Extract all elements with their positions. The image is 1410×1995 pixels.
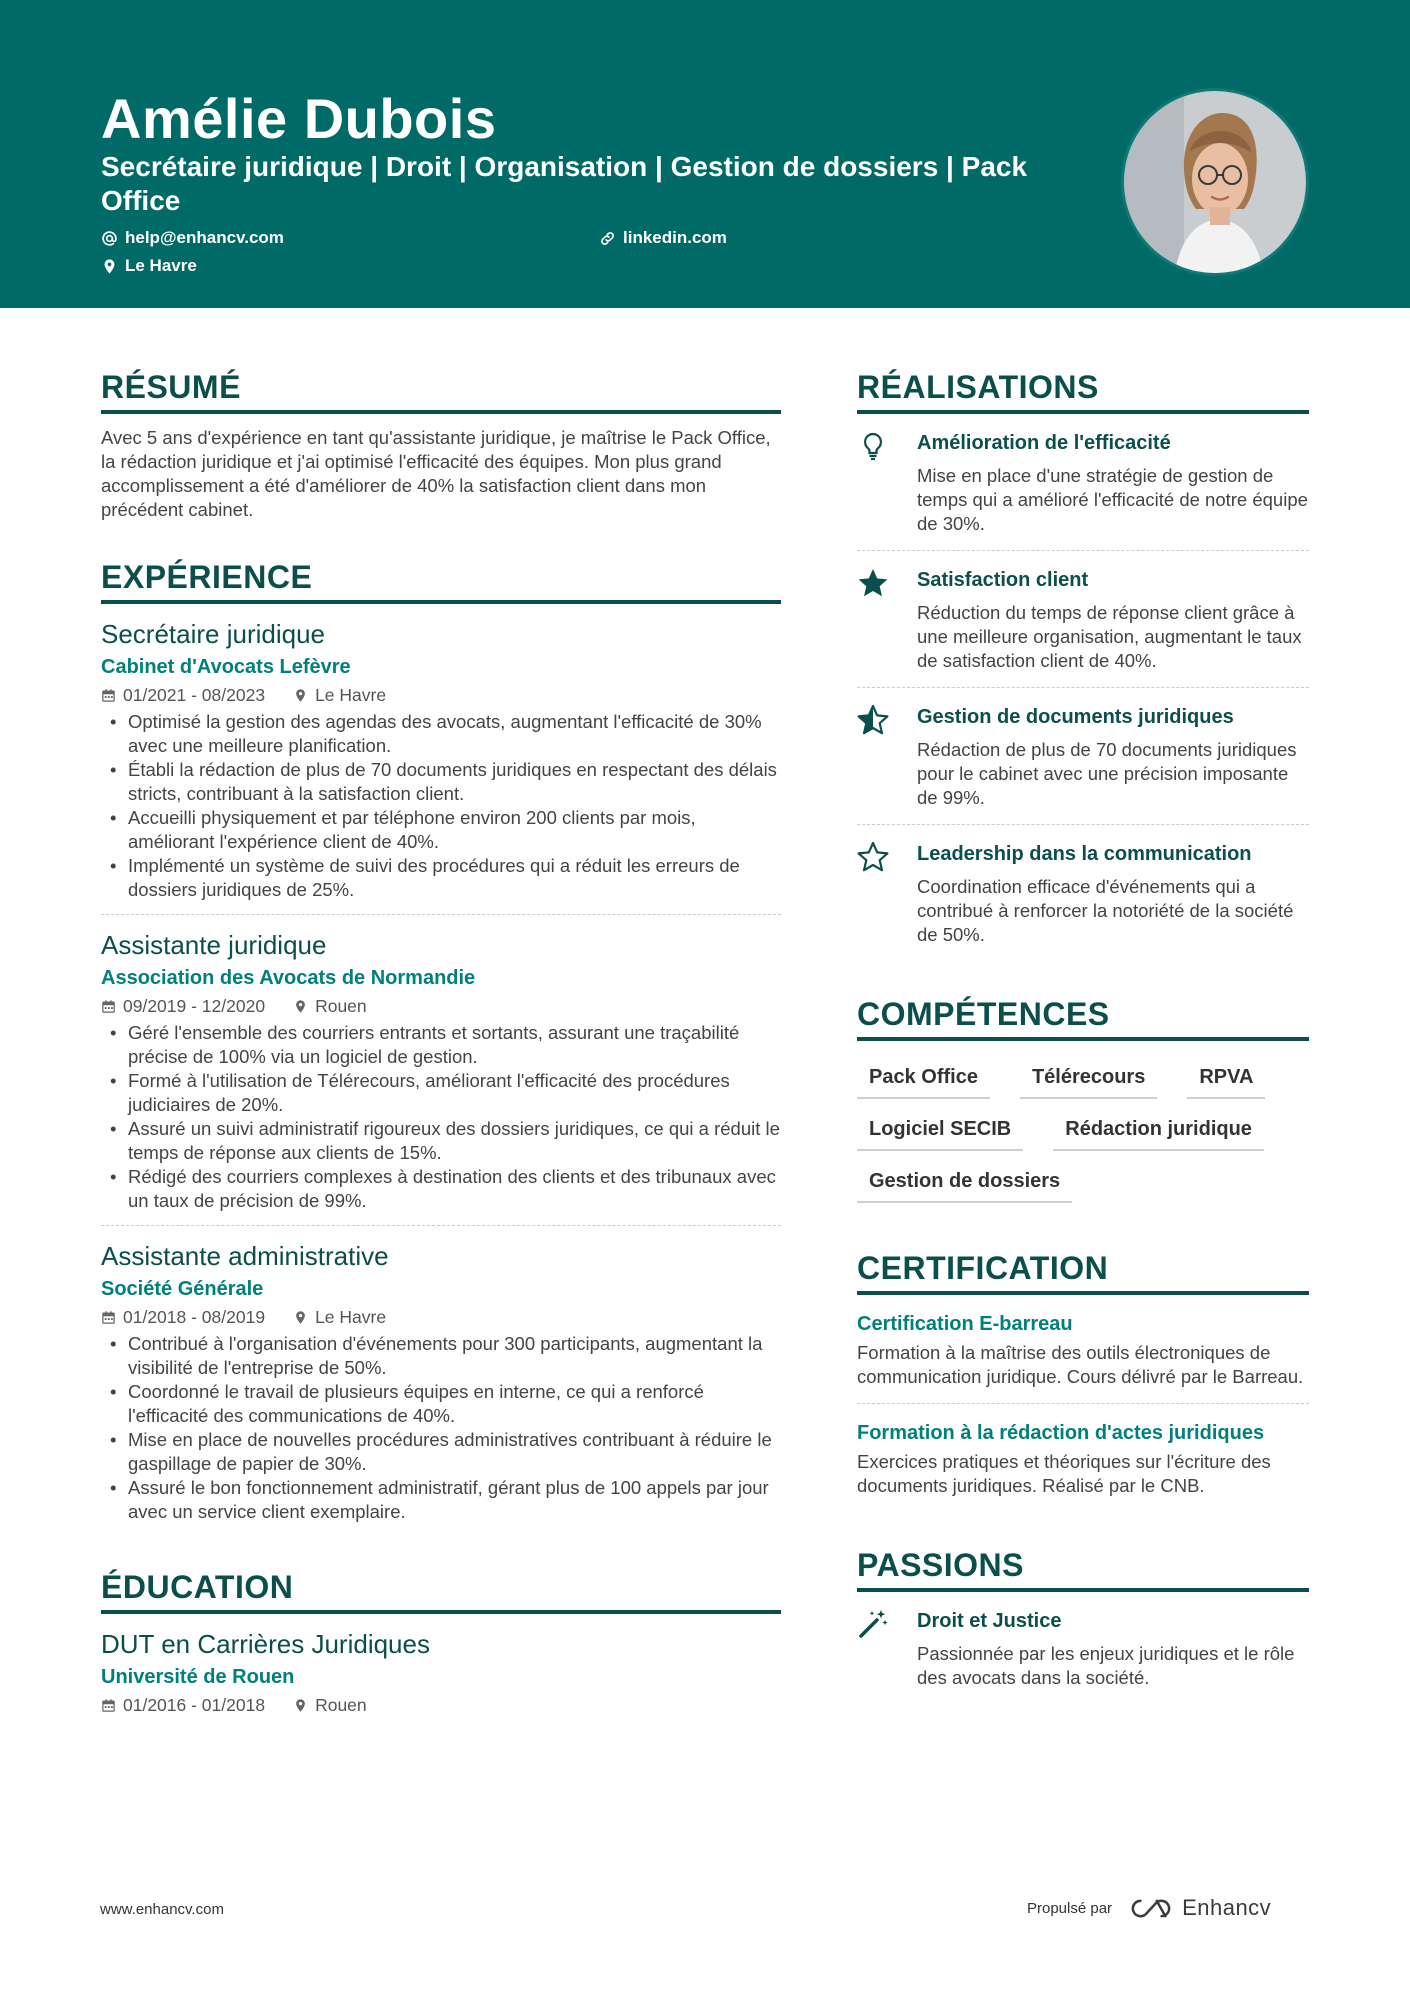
certification-heading: CERTIFICATION [857, 1249, 1309, 1295]
candidate-name: Amélie Dubois [101, 87, 497, 150]
resume-section [101, 368, 781, 522]
achievement-item [857, 414, 1309, 551]
resume-summary: Avec 5 ans d'expérience en tant qu'assistante juridique, je maîtrise le Pack Office, la rédaction juridique et j'ai optimisé l'efficacité des équipes. Mon plus grand accomplissement a été d'améliorer de 40% la satisfaction client dans mon précédent cabinet. [101, 427, 771, 520]
job-entry [101, 1226, 781, 1536]
star-outline-icon [857, 841, 889, 873]
passions-heading: PASSIONS [857, 1546, 1309, 1592]
education-entry [101, 1614, 781, 1728]
email-text: help@enhancv.com [125, 228, 284, 247]
job-dates: 01/2021 - 08/2023 [123, 685, 266, 705]
right-column [857, 368, 1309, 1704]
job-bullet: • Formé à l'utilisation de Télérecours, améliorant l'efficacité des procédures judiciaires de 20%. [101, 1069, 781, 1117]
job-bullet: • Implémenté un système de suivi des procédures qui a réduit les erreurs de dossiers juridiques de 25%. [101, 854, 781, 902]
skills-list [857, 1059, 1309, 1215]
achievement-desc: Coordination efficace d'événements qui a contribué à renforcer la notoriété de la société de 50%. [917, 876, 1294, 945]
job-bullet: • Coordonné le travail de plusieurs équipes en interne, ce qui a renforcé l'efficacité des communications de 40%. [101, 1380, 781, 1428]
certification-title: Formation à la rédaction d'actes juridiques [857, 1422, 1265, 1444]
skills-section [857, 995, 1309, 1215]
job-bullets [101, 1021, 781, 1213]
certification-title: Certification E-barreau [857, 1313, 1073, 1335]
job-bullet: • Optimisé la gestion des agendas des avocats, augmentant l'efficacité de 30% avec une meilleure planification. [101, 710, 781, 758]
job-bullet: • Assuré un suivi administratif rigoureux des dossiers juridiques, ce qui a réduit le temps de réponse aux clients de 15%. [101, 1117, 781, 1165]
skill-tag: Gestion de dossiers [857, 1163, 1072, 1203]
powered-by-text: Propulsé par [1027, 1899, 1113, 1917]
location-pin-icon [293, 1310, 308, 1325]
certification-item [857, 1404, 1309, 1512]
link-icon [599, 230, 616, 247]
lightbulb-icon [857, 430, 889, 462]
location-pin-icon [101, 258, 118, 275]
skill-tag: RPVA [1187, 1059, 1265, 1099]
footer-branding [1027, 1895, 1271, 1921]
achievement-desc: Mise en place d'une stratégie de gestion de temps qui a amélioré l'efficacité de notre équipe de 30%. [917, 465, 1308, 534]
experience-heading: EXPÉRIENCE [101, 558, 781, 604]
brand-name: Enhancv [1182, 1895, 1272, 1920]
achievements-section [857, 368, 1309, 961]
location-pin-icon [293, 688, 308, 703]
job-dates: 01/2018 - 08/2019 [123, 1307, 266, 1327]
job-bullet: • Assuré le bon fonctionnement administratif, gérant plus de 100 appels par jour avec un service client exemplaire. [101, 1476, 781, 1524]
location-pin-icon [293, 999, 308, 1014]
achievement-item [857, 688, 1309, 825]
calendar-icon [101, 1310, 116, 1325]
education-location: Rouen [315, 1695, 367, 1715]
job-bullet: • Établi la rédaction de plus de 70 documents juridiques en respectant des délais stricts, contribuant à la satisfaction client. [101, 758, 781, 806]
education-section [101, 1568, 781, 1728]
passion-title: Droit et Justice [917, 1610, 1062, 1632]
achievement-item [857, 825, 1309, 961]
education-meta [101, 1694, 781, 1716]
location-text: Le Havre [125, 256, 197, 275]
email-contact[interactable] [101, 228, 284, 248]
job-company: Association des Avocats de Normandie [101, 967, 476, 989]
skill-tag: Télérecours [1020, 1059, 1157, 1099]
certification-section [857, 1249, 1309, 1512]
job-meta [101, 684, 781, 706]
degree-title: DUT en Carrières Juridiques [101, 1629, 430, 1659]
certification-item [857, 1295, 1309, 1404]
job-bullet: • Rédigé des courriers complexes à destination des clients et des tribunaux avec un taux de précision de 99%. [101, 1165, 781, 1213]
calendar-icon [101, 1698, 116, 1713]
passions-section [857, 1546, 1309, 1704]
brand-logo[interactable] [1128, 1895, 1271, 1921]
job-bullet: • Mise en place de nouvelles procédures administratives contribuant à réduire le gaspillage de papier de 30%. [101, 1428, 781, 1476]
skill-tag: Pack Office [857, 1059, 990, 1099]
certification-desc: Exercices pratiques et théoriques sur l'écriture des documents juridiques. Réalisé par le CNB. [857, 1451, 1271, 1496]
experience-section [101, 558, 781, 1536]
job-title: Assistante juridique [101, 930, 327, 960]
job-location: Le Havre [315, 685, 387, 705]
job-location: Rouen [315, 996, 367, 1016]
achievement-title: Satisfaction client [917, 569, 1089, 591]
enhancv-logo-icon [1128, 1897, 1174, 1920]
calendar-icon [101, 688, 116, 703]
magic-wand-icon [857, 1608, 889, 1640]
job-meta [101, 995, 781, 1017]
skill-tag: Rédaction juridique [1053, 1111, 1264, 1151]
left-column [101, 368, 781, 1728]
achievement-item [857, 551, 1309, 688]
passion-item [857, 1592, 1309, 1704]
job-bullet: • Géré l'ensemble des courriers entrants et sortants, assurant une traçabilité précise de 100% via un logiciel de gestion. [101, 1021, 781, 1069]
certification-desc: Formation à la maîtrise des outils électroniques de communication juridique. Cours délivré par le Barreau. [857, 1342, 1304, 1387]
candidate-subtitle: Secrétaire juridique | Droit | Organisation | Gestion de dossiers | Pack Office [101, 151, 1028, 216]
job-company: Société Générale [101, 1278, 264, 1300]
job-location: Le Havre [315, 1307, 387, 1327]
resume-heading: RÉSUMÉ [101, 368, 781, 414]
job-meta [101, 1306, 781, 1328]
star-half-icon [857, 704, 889, 736]
job-bullets [101, 710, 781, 902]
star-filled-icon [857, 567, 889, 599]
job-entry [101, 915, 781, 1226]
job-company: Cabinet d'Avocats Lefèvre [101, 656, 351, 678]
job-bullets [101, 1332, 781, 1524]
achievements-heading: RÉALISATIONS [857, 368, 1309, 414]
education-dates: 01/2016 - 01/2018 [123, 1695, 266, 1715]
job-bullet: • Contribué à l'organisation d'événements pour 300 participants, augmentant la visibilité de l'entreprise de 50%. [101, 1332, 781, 1380]
at-icon [101, 230, 118, 247]
achievement-desc: Réduction du temps de réponse client grâce à une meilleure organisation, augmentant le taux de satisfaction client de 40%. [917, 602, 1302, 671]
achievement-title: Leadership dans la communication [917, 843, 1252, 865]
linkedin-contact[interactable] [599, 228, 727, 248]
job-title: Assistante administrative [101, 1241, 389, 1271]
linkedin-text: linkedin.com [623, 228, 727, 247]
skill-tag: Logiciel SECIB [857, 1111, 1023, 1151]
education-heading: ÉDUCATION [101, 1568, 781, 1614]
skills-heading: COMPÉTENCES [857, 995, 1309, 1041]
job-title: Secrétaire juridique [101, 619, 326, 649]
calendar-icon [101, 999, 116, 1014]
passion-desc: Passionnée par les enjeux juridiques et le rôle des avocats dans la société. [917, 1643, 1295, 1688]
achievement-title: Amélioration de l'efficacité [917, 432, 1171, 454]
achievement-title: Gestion de documents juridiques [917, 706, 1234, 728]
header-banner [0, 0, 1410, 308]
profile-photo [1121, 88, 1309, 276]
location-contact [101, 256, 197, 276]
job-entry [101, 604, 781, 915]
achievement-desc: Rédaction de plus de 70 documents juridiques pour le cabinet avec une précision imposante de 99%. [917, 739, 1297, 808]
school-name: Université de Rouen [101, 1666, 295, 1688]
job-dates: 09/2019 - 12/2020 [123, 996, 266, 1016]
location-pin-icon [293, 1698, 308, 1713]
job-bullet: • Accueilli physiquement et par téléphone environ 200 clients par mois, améliorant l'expérience client de 40%. [101, 806, 781, 854]
footer-website[interactable]: www.enhancv.com [100, 1901, 224, 1918]
